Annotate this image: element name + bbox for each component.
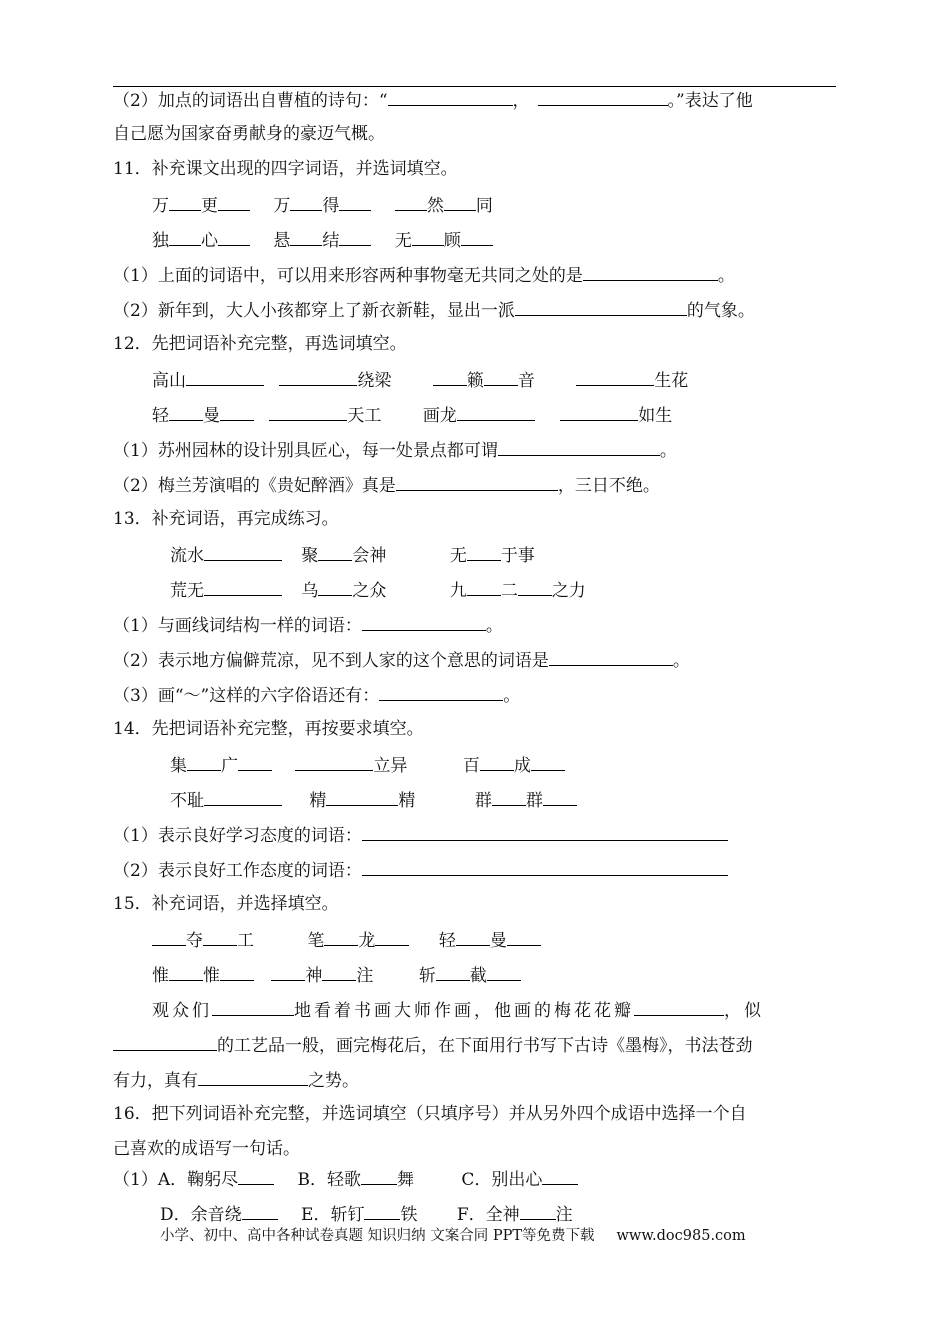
q15-paragraph-line2: 的工艺品一般，画完梅花后，在下面用行书写下古诗《墨梅》，书法苍劲: [113, 1032, 753, 1058]
q15-words-row2: 惟 惟 神 注 斩 截: [152, 962, 521, 988]
q13-sub2: （2）表示地方偏僻荒凉，见不到人家的这个意思的词语是 。: [113, 647, 690, 673]
q11-sub1: （1）上面的词语中，可以用来形容两种事物毫无共同之处的是 。: [113, 262, 735, 288]
q13-sub1: （1）与画线词结构一样的词语： 。: [113, 612, 503, 638]
q13-words-row2: 荒无 乌 之众 九 二 之力: [170, 577, 586, 603]
page-footer: [160, 1226, 746, 1246]
q11-words-row2: 独 心 悬 结 无 顾: [152, 227, 493, 253]
q11-sub2: （2）新年到，大人小孩都穿上了新衣新鞋，显出一派 的气象。: [113, 297, 755, 323]
q15-words-row1: 夺 工 笔 龙 轻 曼: [152, 927, 541, 953]
q16-title-line2: 己喜欢的成语写一句话。: [113, 1139, 300, 1159]
q12-title: 12．先把词语补充完整，再选词填空。: [113, 334, 407, 354]
q13-sub3: （3）画“～”这样的六字俗语还有： 。: [113, 682, 520, 708]
q12-sub1: （1）苏州园林的设计别具匠心，每一处景点都可谓 。: [113, 437, 677, 463]
q11-title: 11．补充课文出现的四字词语，并选词填空。: [113, 159, 458, 179]
q14-sub1: （1）表示良好学习态度的词语：: [113, 822, 728, 848]
q14-title: 14．先把词语补充完整，再按要求填空。: [113, 719, 424, 739]
q16-title-line1: 16．把下列词语补充完整，并选词填空（只填序号）并从另外四个成语中选择一个自: [113, 1104, 747, 1124]
q12-words-row1: 高山 绕梁 籁 音 生花: [152, 367, 688, 393]
q14-words-row1: 集 广 立异 百 成: [170, 752, 565, 778]
q10-line2: 自己愿为国家奋勇献身的豪迈气概。: [113, 124, 385, 144]
footer-text: 小学、初中、高中各种试卷真题 知识归纳 文案合同 PPT等免费下载: [160, 1228, 595, 1244]
q13-title: 13．补充词语，再完成练习。: [113, 509, 339, 529]
q10-line1: （2）加点的词语出自曹植的诗句：“ ， 。”表达了他: [113, 87, 753, 113]
q12-sub2: （2）梅兰芳演唱的《贵妃醉酒》真是 ，三日不绝。: [113, 472, 660, 498]
q12-words-row2: 轻 曼 天工 画龙 如生: [152, 402, 672, 428]
q15-paragraph-line3: 有力，真有 之势。: [113, 1067, 359, 1093]
q11-words-row1: 万 更 万 得 然 同: [152, 192, 493, 218]
footer-url[interactable]: www.doc985.com: [616, 1228, 746, 1244]
q16-options-row1: （1）A．鞠躬尽 B．轻歌 舞 C．别出心: [113, 1166, 578, 1192]
q15-paragraph-line1: 观众们 地看着书画大师作画，他画的梅花花瓣 ，似: [152, 997, 764, 1023]
q14-words-row2: 不耻 精 精 群 群: [170, 787, 577, 813]
q13-words-row1: 流水 聚 会神 无 于事: [170, 542, 535, 568]
q15-title: 15．补充词语，并选择填空。: [113, 894, 339, 914]
q14-sub2: （2）表示良好工作态度的词语：: [113, 857, 728, 883]
q16-options-row2: D．余音绕 E．斩钉 铁 F．全神 注: [160, 1201, 573, 1227]
